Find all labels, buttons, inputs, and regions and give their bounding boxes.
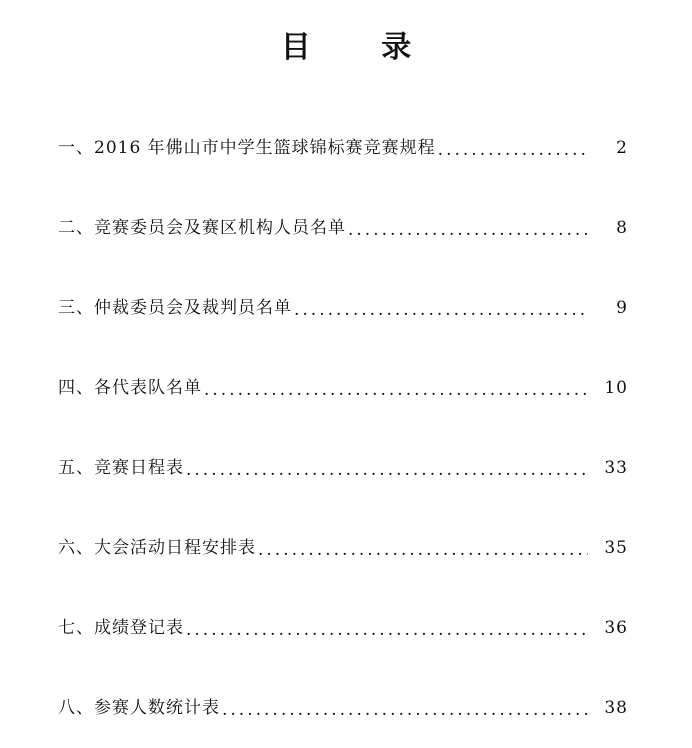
toc-entry-1[interactable] — [58, 108, 628, 188]
toc-entry-8[interactable] — [58, 668, 628, 748]
dot-leader — [186, 452, 588, 488]
toc-entry-label: 六、大会活动日程安排表 — [58, 538, 256, 558]
toc-entry-6[interactable] — [58, 508, 628, 588]
toc-entry-5[interactable] — [58, 428, 628, 508]
toc-entry-label: 五、竞赛日程表 — [58, 458, 184, 478]
toc-entry-page: 35 — [604, 538, 628, 558]
table-of-contents — [58, 108, 628, 748]
dot-leader — [258, 532, 588, 568]
toc-entry-label: 七、成绩登记表 — [58, 618, 184, 638]
toc-entry-7[interactable] — [58, 588, 628, 668]
toc-entry-page: 8 — [616, 218, 628, 238]
toc-entry-label: 三、仲裁委员会及裁判员名单 — [58, 298, 292, 318]
toc-entry-page: 2 — [616, 138, 628, 158]
toc-entry-label: 八、参赛人数统计表 — [58, 698, 220, 718]
toc-entry-page: 33 — [604, 458, 628, 478]
page-title: 目 录 — [280, 30, 442, 65]
dot-leader — [348, 212, 588, 248]
dot-leader — [438, 132, 588, 168]
toc-entry-page: 38 — [604, 698, 628, 718]
toc-entry-label: 二、竞赛委员会及赛区机构人员名单 — [58, 218, 346, 238]
toc-entry-page: 9 — [616, 298, 628, 318]
toc-entry-2[interactable] — [58, 188, 628, 268]
toc-entry-page: 36 — [604, 618, 628, 638]
dot-leader — [294, 292, 588, 328]
dot-leader — [186, 612, 588, 648]
dot-leader — [222, 692, 588, 728]
toc-entry-3[interactable] — [58, 268, 628, 348]
dot-leader — [204, 372, 588, 408]
toc-entry-label: 一、2016 年佛山市中学生篮球锦标赛竞赛规程 — [58, 138, 436, 158]
toc-entry-label: 四、各代表队名单 — [58, 378, 202, 398]
toc-entry-page: 10 — [604, 378, 628, 398]
toc-entry-4[interactable] — [58, 348, 628, 428]
